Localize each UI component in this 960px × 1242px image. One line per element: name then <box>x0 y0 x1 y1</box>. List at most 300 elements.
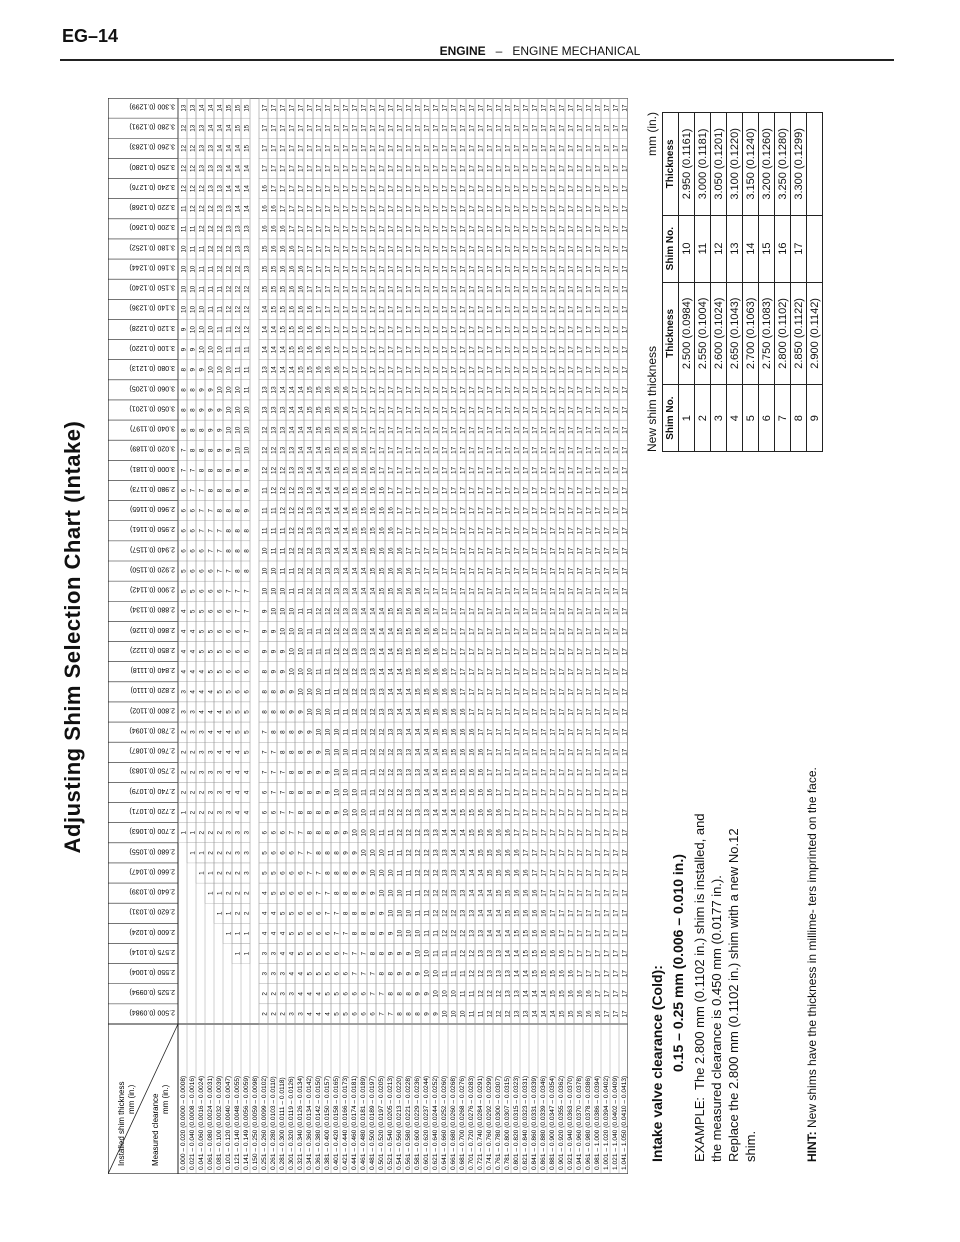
shim-number: 7 <box>225 589 233 593</box>
shim-number: 9 <box>342 851 350 855</box>
measured-clearance-label: 0.381 – 0.400 (0.0150 – 0.0157) <box>324 1075 331 1170</box>
shim-number: 16 <box>396 587 404 595</box>
shim-number: 9 <box>405 951 413 956</box>
shim-number: 13 <box>486 949 494 958</box>
shim-number: 17 <box>450 164 458 173</box>
shim-number: 15 <box>315 406 323 414</box>
shim-thickness-cell: 2.950 (0.1161) <box>679 113 695 216</box>
shim-number: 16 <box>594 1010 602 1018</box>
shim-number: 7 <box>207 549 215 553</box>
shim-number: 17 <box>324 305 332 313</box>
shim-number: 12 <box>351 708 359 716</box>
shim-number: 10 <box>198 325 206 334</box>
shim-number: 4 <box>207 730 215 734</box>
shim-number: 5 <box>270 891 278 895</box>
shim-number: 17 <box>585 829 593 837</box>
shim-number: 2 <box>180 790 188 795</box>
shim-number: 17 <box>468 124 476 132</box>
shim-number: 17 <box>504 426 512 434</box>
shim-number: 17 <box>333 346 341 354</box>
shim-number: 17 <box>270 185 278 193</box>
shim-number: 17 <box>360 185 368 193</box>
shim-number: 17 <box>567 245 575 253</box>
shim-number: 17 <box>531 788 539 797</box>
shim-number: 17 <box>450 205 458 213</box>
shim-number: 17 <box>612 587 620 595</box>
shim-number: 17 <box>594 346 602 354</box>
shim-number: 17 <box>576 547 584 555</box>
shim-number: 17 <box>603 889 611 897</box>
shim-number: 17 <box>441 527 449 535</box>
shim-number: 17 <box>576 607 584 615</box>
shim-number: 16 <box>315 366 323 374</box>
shim-number: 17 <box>450 124 458 132</box>
shim-number: 17 <box>549 446 557 454</box>
shim-number: 17 <box>468 446 476 454</box>
shim-number: 2 <box>279 1012 287 1016</box>
shim-number: 17 <box>486 748 494 756</box>
measured-clearance-label: 0.281 – 0.300 (0.0111 – 0.0118) <box>279 1077 286 1170</box>
shim-number: 17 <box>369 346 377 354</box>
shim-number: 12 <box>378 768 386 776</box>
shim-number: 17 <box>540 205 548 213</box>
shim-number: 11 <box>369 769 377 776</box>
shim-number: 2 <box>198 790 206 795</box>
shim-number: 13 <box>297 466 305 474</box>
shim-number: 6 <box>216 589 224 593</box>
shim-number: 17 <box>369 426 377 434</box>
shim-number: 16 <box>387 567 395 575</box>
shim-number: 12 <box>315 567 323 575</box>
shim-number: 11 <box>198 265 206 273</box>
shim-number: 10 <box>342 768 350 776</box>
shim-number: 17 <box>558 486 566 495</box>
new-shim-row <box>743 113 759 452</box>
shim-number: 17 <box>585 265 593 273</box>
shim-number: 11 <box>441 950 449 957</box>
shim-number: 2 <box>207 830 215 835</box>
shim-number: 8 <box>369 951 377 956</box>
shim-number: 17 <box>477 527 485 535</box>
shim-number: 17 <box>504 809 512 817</box>
shim-number: 17 <box>486 245 494 253</box>
new-shim-row <box>775 113 791 452</box>
shim-number: 16 <box>360 466 368 474</box>
shim-number: 8 <box>216 468 224 473</box>
shim-number: 11 <box>270 527 278 535</box>
measured-clearance-label: 0.941 – 0.960 (0.0370 – 0.0378) <box>576 1075 583 1170</box>
shim-number: 13 <box>333 567 341 575</box>
measured-clearance-label: 0.421 – 0.440 (0.0166 – 0.0173) <box>342 1075 349 1170</box>
shim-number: 17 <box>522 144 530 152</box>
shim-no-cell: 9 <box>807 385 823 452</box>
shim-number: 14 <box>234 144 242 152</box>
shim-number: 17 <box>540 748 548 756</box>
shim-number: 8 <box>405 992 413 996</box>
shim-number: 17 <box>342 366 350 374</box>
shim-number: 4 <box>198 690 206 694</box>
shim-number: 4 <box>315 992 323 996</box>
shim-number: 17 <box>585 104 593 112</box>
shim-number: 17 <box>468 627 476 636</box>
shim-number: 17 <box>540 889 548 897</box>
shim-number: 5 <box>324 992 332 996</box>
shim-number: 17 <box>594 164 602 173</box>
shim-number: 8 <box>270 730 278 734</box>
shim-number: 15 <box>495 889 503 897</box>
corner-measured-unit: mm (in.) <box>161 1084 170 1114</box>
shim-number: 17 <box>576 648 584 656</box>
shim-number: 5 <box>297 931 305 936</box>
shim-number: 13 <box>369 688 377 696</box>
shim-number: 10 <box>414 949 422 958</box>
shim-number: 17 <box>450 648 458 656</box>
shim-number: 12 <box>225 245 233 253</box>
shim-number: 17 <box>342 164 350 173</box>
shim-number: 10 <box>297 668 305 676</box>
shim-number: 14 <box>477 909 485 917</box>
shim-number: 17 <box>513 164 521 173</box>
shim-number: 12 <box>405 809 413 817</box>
shim-number: 6 <box>351 992 359 996</box>
shim-number: 14 <box>540 990 548 998</box>
shim-number: 17 <box>504 325 512 334</box>
shim-number: 17 <box>468 386 476 394</box>
shim-number: 17 <box>522 587 530 595</box>
shim-number: 17 <box>513 104 521 112</box>
shim-number: 9 <box>234 488 242 493</box>
shim-number: 11 <box>396 869 404 877</box>
shim-number: 10 <box>198 346 206 354</box>
shim-number: 17 <box>576 265 584 273</box>
shim-number: 10 <box>180 285 188 293</box>
shim-number: 17 <box>513 305 521 313</box>
shim-number: 16 <box>351 466 359 474</box>
shim-number: 11 <box>279 547 287 555</box>
shim-number: 17 <box>567 849 575 857</box>
shim-number: 17 <box>477 205 485 213</box>
shim-number: 14 <box>468 869 476 877</box>
shim-number: 17 <box>558 668 566 676</box>
shim-number: 4 <box>288 971 296 976</box>
shim-number: 12 <box>441 889 449 897</box>
shim-number: 4 <box>306 1012 314 1016</box>
shim-number: 9 <box>297 730 305 734</box>
shim-number: 17 <box>603 648 611 656</box>
shim-number: 12 <box>243 305 251 313</box>
shim-number: 16 <box>531 889 539 897</box>
shim-number: 17 <box>531 225 539 233</box>
shim-number: 17 <box>513 627 521 636</box>
shim-number: 13 <box>333 587 341 595</box>
shim-number: 14 <box>414 708 422 716</box>
shim-number: 17 <box>306 185 314 193</box>
shim-number: 13 <box>279 446 287 454</box>
shim-number: 7 <box>333 931 341 936</box>
shim-number: 15 <box>513 929 521 937</box>
shim-number: 17 <box>495 104 503 112</box>
shim-number: 2 <box>198 830 206 835</box>
shim-number: 17 <box>540 829 548 837</box>
shim-number: 17 <box>594 426 602 434</box>
shim-number: 17 <box>504 567 512 575</box>
shim-number: 17 <box>558 527 566 535</box>
shim-number: 17 <box>279 164 287 173</box>
shim-number: 17 <box>360 164 368 173</box>
shim-number: 17 <box>558 849 566 857</box>
shim-number: 17 <box>315 185 323 193</box>
shim-number: 2 <box>180 770 188 775</box>
shim-number: 17 <box>351 366 359 374</box>
shim-number: 17 <box>594 728 602 736</box>
shim-number: 13 <box>486 970 494 978</box>
shim-number: 17 <box>396 446 404 454</box>
shim-no-cell: 6 <box>759 385 775 452</box>
shim-number: 16 <box>288 305 296 313</box>
shim-number: 17 <box>594 386 602 394</box>
shim-number: 15 <box>333 466 341 474</box>
measured-clearance-label: 0.641 – 0.660 (0.0252 – 0.0260) <box>441 1075 448 1170</box>
shim-number: 7 <box>315 891 323 895</box>
shim-number: 17 <box>621 406 628 414</box>
shim-number: 5 <box>288 931 296 936</box>
shim-number: 8 <box>360 931 368 936</box>
shim-number: 8 <box>189 428 197 432</box>
shim-number: 12 <box>189 205 197 213</box>
shim-thickness-cell: 2.550 (0.1004) <box>695 282 711 385</box>
shim-number: 14 <box>369 627 377 636</box>
shim-number: 17 <box>324 205 332 213</box>
shim-number: 17 <box>351 305 359 313</box>
shim-number: 17 <box>603 607 611 615</box>
shim-number: 17 <box>513 426 521 434</box>
shim-number: 17 <box>540 567 548 575</box>
shim-number: 11 <box>351 769 359 776</box>
shim-number: 17 <box>378 285 386 293</box>
shim-number: 17 <box>576 708 584 716</box>
shim-number: 7 <box>342 951 350 956</box>
shim-number: 13 <box>468 909 476 917</box>
shim-number: 17 <box>567 748 575 756</box>
shim-number: 17 <box>522 124 530 132</box>
installed-thickness-label: 2.920 (0.1150) <box>129 565 175 573</box>
shim-number: 17 <box>369 124 377 132</box>
shim-number: 17 <box>612 305 620 313</box>
shim-number: 17 <box>342 144 350 152</box>
shim-number: 4 <box>216 750 224 755</box>
shim-number: 12 <box>369 728 377 736</box>
new-shim-row <box>759 113 775 452</box>
shim-number: 10 <box>261 567 269 575</box>
shim-number: 16 <box>369 466 377 474</box>
shim-number: 10 <box>288 668 296 676</box>
shim-number: 17 <box>558 627 566 636</box>
shim-number: 12 <box>495 990 503 998</box>
shim-number: 8 <box>189 408 197 412</box>
shim-number: 16 <box>351 446 359 454</box>
shim-number: 17 <box>450 104 458 112</box>
shim-number: 13 <box>297 486 305 495</box>
shim-number: 17 <box>594 929 602 937</box>
shim-number: 12 <box>306 547 314 555</box>
shim-number: 17 <box>477 648 485 656</box>
shim-number: 6 <box>225 649 233 654</box>
shim-number: 17 <box>450 627 458 636</box>
shim-number: 17 <box>504 627 512 636</box>
shim-number: 10 <box>279 607 287 615</box>
shim-number: 17 <box>576 325 584 334</box>
shim-number: 11 <box>216 285 224 293</box>
shim-number: 12 <box>261 466 269 474</box>
shim-number: 17 <box>576 305 584 313</box>
shim-number: 17 <box>522 265 530 273</box>
shim-number: 6 <box>261 830 269 835</box>
shim-number: 12 <box>207 205 215 213</box>
shim-number: 15 <box>324 426 332 434</box>
measured-clearance-label: 0.481 – 0.500 (0.0189 – 0.0197) <box>369 1075 376 1170</box>
shim-number: 16 <box>468 728 476 736</box>
shim-number: 17 <box>351 265 359 273</box>
shim-number: 13 <box>504 990 512 998</box>
shim-number: 17 <box>423 406 431 414</box>
shim-number: 17 <box>576 970 584 978</box>
shim-number: 17 <box>513 648 521 656</box>
shim-number: 17 <box>621 970 628 978</box>
shim-number: 17 <box>612 426 620 434</box>
shim-number: 1 <box>225 931 233 936</box>
shim-number: 17 <box>441 386 449 394</box>
shim-number: 17 <box>522 849 530 857</box>
shim-number: 17 <box>468 164 476 173</box>
shim-number: 14 <box>324 486 332 495</box>
measured-clearance-label: 0.561 – 0.580 (0.0221 – 0.0228) <box>405 1075 412 1170</box>
shim-number: 17 <box>369 305 377 313</box>
shim-number: 13 <box>324 547 332 555</box>
shim-number: 10 <box>270 567 278 575</box>
shim-number: 10 <box>288 627 296 636</box>
shim-number: 4 <box>216 710 224 714</box>
shim-number: 17 <box>576 869 584 877</box>
shim-number: 12 <box>441 909 449 917</box>
shim-number: 6 <box>198 589 206 593</box>
shim-number: 14 <box>243 185 251 193</box>
shim-number: 15 <box>567 1010 575 1018</box>
shim-number: 17 <box>585 185 593 193</box>
shim-number: 9 <box>261 649 269 654</box>
shim-number: 16 <box>369 507 377 515</box>
shim-number: 17 <box>522 185 530 193</box>
shim-number: 13 <box>477 949 485 958</box>
shim-number: 17 <box>441 547 449 555</box>
shim-number: 17 <box>513 225 521 233</box>
shim-number: 16 <box>477 768 485 776</box>
shim-number: 17 <box>333 144 341 152</box>
shim-number: 8 <box>234 508 242 513</box>
shim-number: 17 <box>450 305 458 313</box>
shim-number: 6 <box>360 992 368 996</box>
shim-number: 17 <box>378 185 386 193</box>
shim-number: 17 <box>621 587 628 595</box>
shim-number: 17 <box>603 949 611 958</box>
installed-thickness-label: 2.600 (0.1024) <box>129 927 175 935</box>
col-thickness: Thickness <box>663 113 679 216</box>
shim-number: 4 <box>297 971 305 976</box>
shim-number: 17 <box>369 225 377 233</box>
shim-number: 12 <box>351 688 359 696</box>
shim-number: 10 <box>432 990 440 998</box>
shim-number: 17 <box>486 627 494 636</box>
shim-number: 11 <box>459 990 467 998</box>
shim-number: 17 <box>405 486 413 495</box>
shim-number: 16 <box>585 990 593 998</box>
shim-number: 10 <box>234 386 242 394</box>
shim-number: 17 <box>594 285 602 293</box>
shim-number: 17 <box>504 728 512 736</box>
shim-number: 9 <box>414 971 422 976</box>
shim-number: 14 <box>468 889 476 897</box>
shim-number: 16 <box>279 225 287 233</box>
shim-number: 10 <box>180 305 188 313</box>
shim-number: 7 <box>351 971 359 976</box>
shim-number: 11 <box>207 265 215 273</box>
shim-number: 17 <box>504 486 512 495</box>
shim-number: 17 <box>387 144 395 152</box>
shim-number: 17 <box>603 406 611 414</box>
shim-number: 17 <box>522 748 530 756</box>
shim-number: 17 <box>612 205 620 213</box>
shim-number: 1 <box>243 931 251 936</box>
shim-number: 9 <box>378 931 386 936</box>
shim-number: 14 <box>423 788 431 797</box>
shim-number: 17 <box>594 305 602 313</box>
shim-number: 17 <box>441 104 449 112</box>
shim-number: 17 <box>306 144 314 152</box>
shim-number: 9 <box>279 669 287 674</box>
shim-number: 13 <box>360 668 368 676</box>
shim-number: 14 <box>297 386 305 394</box>
shim-number: 14 <box>531 990 539 998</box>
shim-number: 17 <box>279 144 287 152</box>
shim-number: 17 <box>387 366 395 374</box>
shim-number: 14 <box>459 849 467 857</box>
shim-number: 9 <box>360 891 368 895</box>
shim-number: 9 <box>288 710 296 714</box>
col-shim-no: Shim No. <box>663 385 679 452</box>
installed-thickness-label: 3.200 (0.1260) <box>129 223 175 231</box>
shim-number: 17 <box>450 386 458 394</box>
shim-number: 17 <box>531 607 539 615</box>
shim-number: 17 <box>603 728 611 736</box>
shim-number: 4 <box>216 730 224 734</box>
shim-number: 7 <box>279 810 287 815</box>
shim-number: 13 <box>414 809 422 817</box>
shim-number: 7 <box>198 488 206 493</box>
shim-number: 15 <box>558 1010 566 1018</box>
shim-number: 12 <box>342 627 350 636</box>
shim-selection-grid <box>108 98 628 1174</box>
shim-number: 15 <box>306 406 314 414</box>
shim-number: 17 <box>351 164 359 173</box>
shim-number: 17 <box>351 144 359 152</box>
shim-number: 15 <box>477 829 485 837</box>
shim-number: 17 <box>432 325 440 334</box>
shim-number: 17 <box>621 1010 628 1018</box>
shim-number: 17 <box>450 225 458 233</box>
shim-number: 12 <box>423 889 431 897</box>
shim-number: 17 <box>540 869 548 877</box>
shim-number: 17 <box>621 567 628 575</box>
shim-number: 17 <box>423 104 431 112</box>
